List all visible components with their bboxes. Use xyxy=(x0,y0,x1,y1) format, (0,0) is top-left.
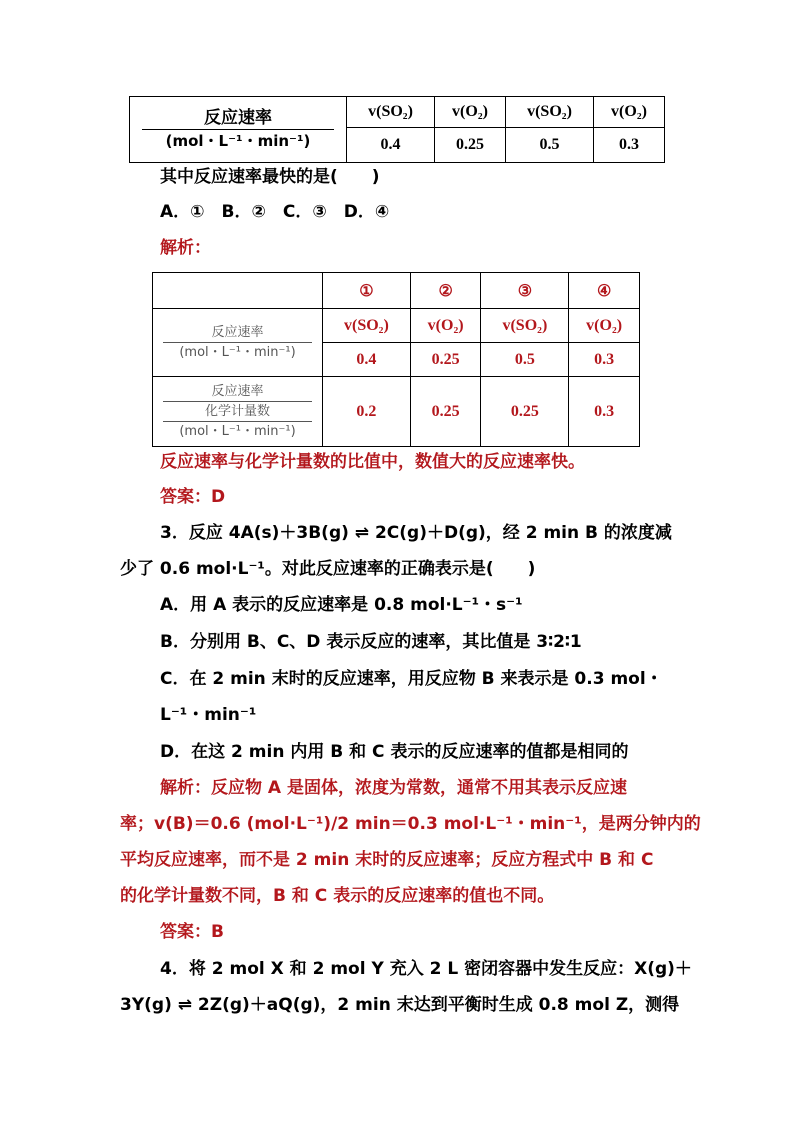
q3-answer-label: 答案： xyxy=(160,922,211,942)
q3-analysis-1 xyxy=(160,776,627,800)
rate-header-cell xyxy=(130,97,347,163)
row1-col-1: v(SO₂) xyxy=(323,309,411,343)
q3-option-c-1: C．在 2 min 末时的反应速率，用反应物 B 来表示是 0.3 mol・ xyxy=(160,669,663,689)
circle-1: ① xyxy=(323,273,411,309)
col-label-4: v(O₂) xyxy=(594,97,665,128)
row1-value-3: 0.5 xyxy=(481,343,569,377)
row2-label-top: 反应速率 xyxy=(211,384,264,399)
col-label-2: v(O₂) xyxy=(435,97,506,128)
q3-answer-value: B xyxy=(211,922,224,942)
answer-line xyxy=(160,485,225,509)
question-stem: 其中反应速率最快的是( ) xyxy=(160,167,380,187)
row1-label-top: 反应速率 xyxy=(211,325,264,340)
row1-col-2: v(O₂) xyxy=(410,309,481,343)
row2-value-1: 0.2 xyxy=(323,377,411,447)
q3-analysis-text-1: 反应物 A 是固体，浓度为常数，通常不用其表示反应速 xyxy=(211,778,627,798)
q3-option-b: B．分别用 B、C、D 表示反应的速率，其比值是 3∶2∶1 xyxy=(160,632,582,652)
q3-line-2: 少了 0.6 mol·L⁻¹。对此反应速率的正确表示是( ) xyxy=(120,559,536,579)
q3-option-a: A．用 A 表示的反应速率是 0.8 mol·L⁻¹・s⁻¹ xyxy=(160,595,523,615)
circle-2: ② xyxy=(410,273,481,309)
empty-corner xyxy=(153,273,323,309)
q4-line-2: 3Y(g) ⇌ 2Z(g)＋aQ(g)，2 min 末达到平衡时生成 0.8 mol Z，测得 xyxy=(120,995,680,1015)
col-label-3: v(SO₂) xyxy=(505,97,593,128)
value-1: 0.4 xyxy=(347,128,435,163)
q3-analysis-2: 率；v(B)＝0.6 (mol·L⁻¹)/2 min＝0.3 mol·L⁻¹・min⁻¹，是两分钟内的 xyxy=(120,814,701,834)
row1-value-4: 0.3 xyxy=(569,343,640,377)
row2-label-bottom: (mol・L⁻¹・min⁻¹) xyxy=(179,424,296,439)
row1-col-4: v(O₂) xyxy=(569,309,640,343)
col-label-1: v(SO₂) xyxy=(347,97,435,128)
row1-value-1: 0.4 xyxy=(323,343,411,377)
row2-value-2: 0.25 xyxy=(410,377,481,447)
row2-value-3: 0.25 xyxy=(481,377,569,447)
row1-label-bottom: (mol・L⁻¹・min⁻¹) xyxy=(179,345,296,360)
analysis-label: 解析： xyxy=(160,238,211,258)
row1-label xyxy=(153,309,323,377)
rate-header-top: 反应速率 xyxy=(204,108,272,128)
value-3: 0.5 xyxy=(505,128,593,163)
rate-header-bottom: (mol・L⁻¹・min⁻¹) xyxy=(165,132,311,150)
q4-line-1: 4．将 2 mol X 和 2 mol Y 充入 2 L 密闭容器中发生反应：X(g)＋ xyxy=(160,959,692,979)
row1-value-2: 0.25 xyxy=(410,343,481,377)
row2-label xyxy=(153,377,323,447)
rate-table-2 xyxy=(152,272,640,447)
value-2: 0.25 xyxy=(435,128,506,163)
q3-analysis-3: 平均反应速率，而不是 2 min 末时的反应速率；反应方程式中 B 和 C xyxy=(120,850,654,870)
q3-answer-line xyxy=(160,920,224,944)
row1-col-3: v(SO₂) xyxy=(481,309,569,343)
row2-label-mid: 化学计量数 xyxy=(204,404,270,419)
q3-analysis-label: 解析： xyxy=(160,778,211,798)
q3-line-1: 3．反应 4A(s)＋3B(g) ⇌ 2C(g)＋D(g)，经 2 min B 的浓度减 xyxy=(160,523,672,543)
analysis-note: 反应速率与化学计量数的比值中，数值大的反应速率快。 xyxy=(160,452,585,472)
q3-analysis-4: 的化学计量数不同，B 和 C 表示的反应速率的值也不同。 xyxy=(120,886,555,906)
q3-option-d: D．在这 2 min 内用 B 和 C 表示的反应速率的值都是相同的 xyxy=(160,742,629,762)
answer-value: D xyxy=(211,487,226,507)
row2-value-4: 0.3 xyxy=(569,377,640,447)
rate-table-1 xyxy=(129,96,665,163)
circle-4: ④ xyxy=(569,273,640,309)
value-4: 0.3 xyxy=(594,128,665,163)
q3-option-c-2: L⁻¹・min⁻¹ xyxy=(160,705,257,725)
question-options: A．① B．② C．③ D．④ xyxy=(160,202,390,222)
circle-3: ③ xyxy=(481,273,569,309)
answer-label: 答案： xyxy=(160,487,211,507)
